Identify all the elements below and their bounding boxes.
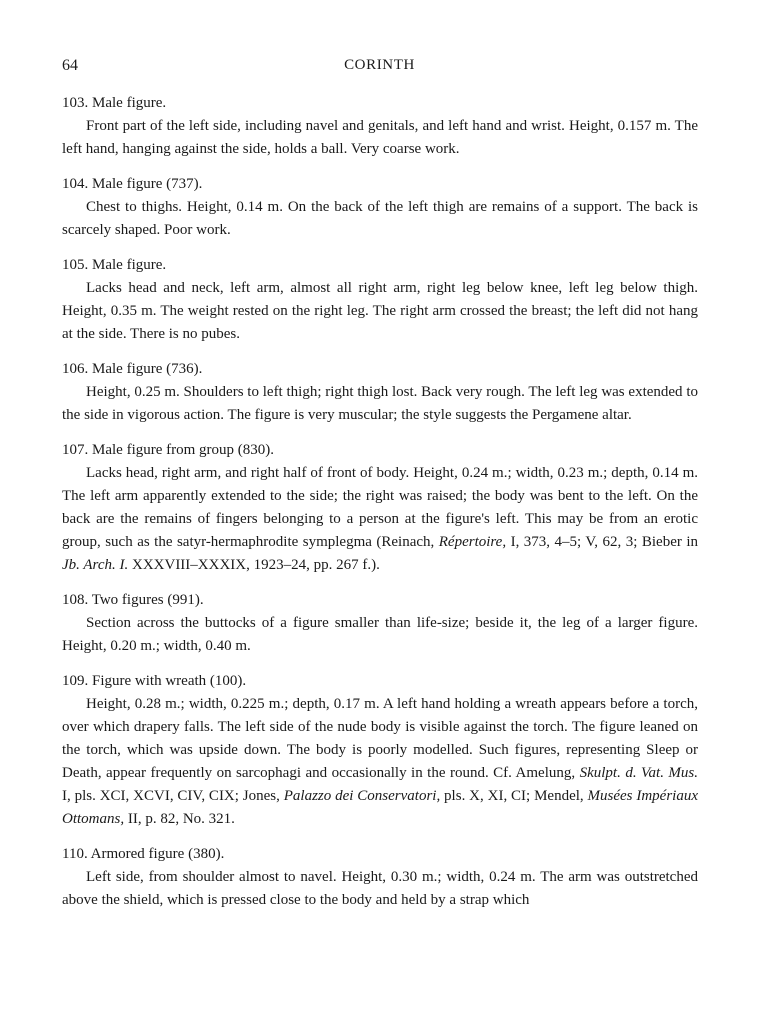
entry-description — [62, 693, 698, 831]
description-text: pls. X, XI, CI; Mendel, — [440, 788, 588, 804]
catalogue-body — [62, 92, 698, 924]
description-text: Height, 0.28 m.; width, 0.225 m.; depth, 0.17 m. A left hand holding a wreath appears before a torch, over which drapery falls. The left side of the nude body is visible against the torch. The figure leaned on the torch, which was upside down. The body is poorly modelled. Such figures, representing Sleep or Death, appear frequently on sarcophagi and occasionally in the round. Cf. Amelung, — [62, 696, 698, 781]
description-text: I, 373, 4–5; V, 62, 3; Bieber in — [506, 534, 698, 550]
page-header — [62, 57, 697, 79]
catalogue-entry-104 — [62, 173, 698, 242]
entry-title: 108. Two figures (991). — [62, 592, 204, 608]
entry-title: 106. Male figure (736). — [62, 361, 203, 377]
catalogue-entry-103 — [62, 92, 698, 161]
citation-title: Jb. Arch. I. — [62, 557, 129, 573]
catalogue-entry-107 — [62, 439, 698, 577]
catalogue-entry-110 — [62, 843, 698, 912]
catalogue-entry-109 — [62, 670, 698, 831]
entry-title: 105. Male figure. — [62, 257, 167, 273]
catalogue-entry-106 — [62, 358, 698, 427]
entry-description: Height, 0.25 m. Shoulders to left thigh; right thigh lost. Back very rough. The left leg was extended to the side in vigorous action. The figure is very muscular; the style suggests the Pergamene altar. — [62, 384, 698, 423]
catalogue-entry-105 — [62, 254, 698, 346]
entry-title: 104. Male figure (737). — [62, 176, 203, 192]
entry-description: Left side, from shoulder almost to navel. Height, 0.30 m.; width, 0.24 m. The arm was outstretched above the shield, which is pressed close to the body and held by a strap which — [62, 869, 698, 908]
page-number: 64 — [62, 57, 78, 74]
entry-description — [62, 462, 698, 577]
citation-title: Musées Impériaux Ottomans, — [62, 788, 699, 827]
entry-title: 107. Male figure from group (830). — [62, 442, 275, 458]
entry-title: 110. Armored figure (380). — [62, 846, 225, 862]
description-text: II, p. 82, No. 321. — [124, 811, 235, 827]
description-text: Lacks head, right arm, and right half of front of body. Height, 0.24 m.; width, 0.23 m.; depth, 0.14 m. The left arm apparently extended to the side; the right was raised; the body was bent to the left. On the back are the remains of fingers belonging to a person at the figure's left. This may be from an erotic group, such as the satyr-hermaphrodite symplegma (Reinach, — [62, 465, 698, 550]
description-text: I, pls. XCI, XCVI, CIV, CIX; Jones, — [62, 788, 284, 804]
citation-title: Répertoire, — [438, 534, 507, 550]
entry-title: 103. Male figure. — [62, 95, 167, 111]
citation-title: Skulpt. d. Vat. Mus. — [579, 765, 698, 781]
description-text: XXXVIII–XXXIX, 1923–24, pp. 267 f.). — [128, 557, 380, 573]
entry-title: 109. Figure with wreath (100). — [62, 673, 247, 689]
running-title: CORINTH — [344, 57, 415, 73]
entry-description: Front part of the left side, including navel and genitals, and left hand and wrist. Height, 0.157 m. The left hand, hanging against the side, holds a ball. Very coarse work. — [62, 118, 698, 157]
entry-description: Section across the buttocks of a figure smaller than life-size; beside it, the leg of a larger figure. Height, 0.20 m.; width, 0.40 m. — [62, 615, 698, 654]
entry-description: Lacks head and neck, left arm, almost all right arm, right leg below knee, left leg below thigh. Height, 0.35 m. The weight rested on the right leg. The right arm crossed the breast; the left did not hang at the side. There is no pubes. — [62, 280, 698, 342]
catalogue-entry-108 — [62, 589, 698, 658]
entry-description: Chest to thighs. Height, 0.14 m. On the back of the left thigh are remains of a support. The back is scarcely shaped. Poor work. — [62, 199, 698, 238]
citation-title: Palazzo dei Conservatori, — [283, 788, 441, 804]
